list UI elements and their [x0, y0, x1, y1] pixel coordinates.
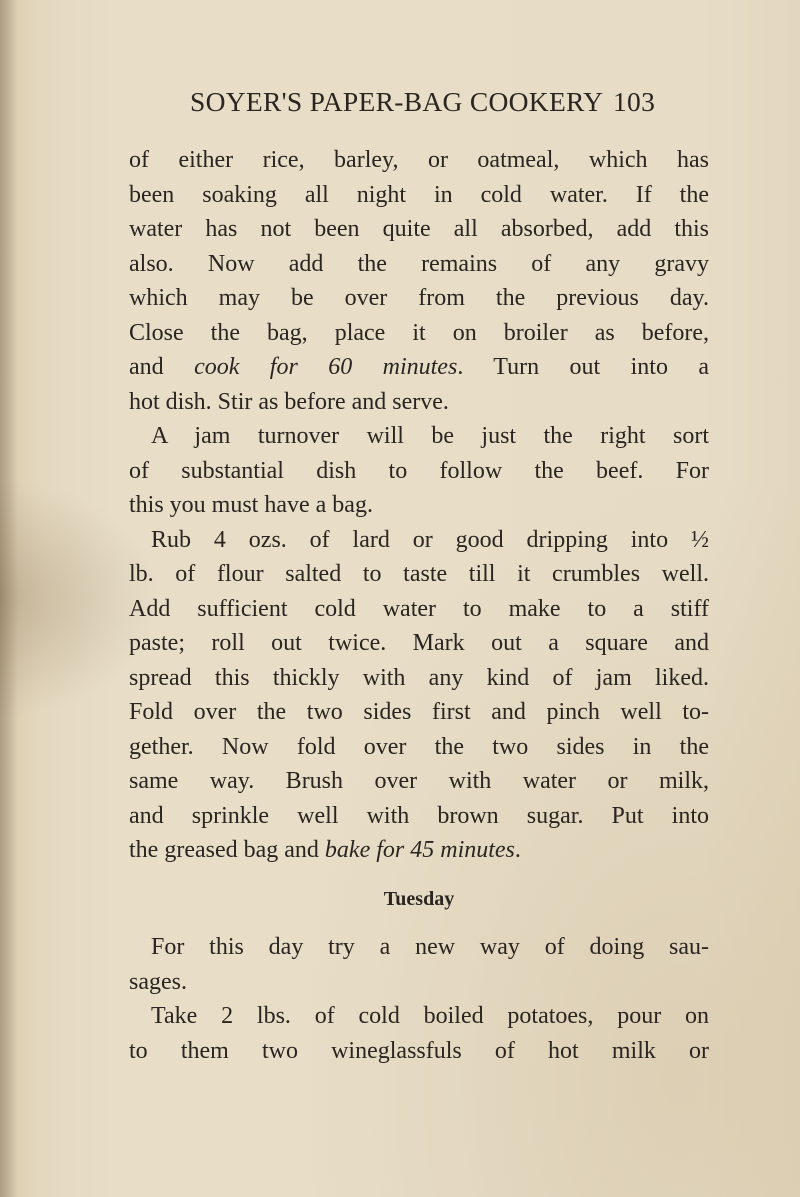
- text-line: Fold over the two sides first and pinch well to-: [129, 699, 709, 725]
- text-line: to them two wineglassfuls of hot milk or: [129, 1037, 709, 1064]
- text-line: Take 2 lbs. of cold boiled potatoes, pour on: [151, 1003, 709, 1029]
- text-line: For this day try a new way of doing sau-: [151, 934, 709, 960]
- text-line: of substantial dish to follow the beef. For: [129, 457, 709, 484]
- text-line: Add sufficient cold water to make to a stiff: [129, 595, 709, 622]
- text-line: same way. Brush over with water or milk,: [129, 768, 709, 794]
- page-gutter-shadow: [0, 0, 18, 1197]
- text-line: water has not been quite all absorbed, add this: [129, 216, 709, 242]
- italic-phrase: cook for 60 minutes: [194, 354, 458, 380]
- text-line: paste; roll out twice. Mark out a square and: [129, 630, 709, 656]
- italic-phrase: bake for 45 minutes: [324, 837, 515, 863]
- page-number: 103: [613, 86, 656, 117]
- text-line: lb. of flour salted to taste till it crumbles well.: [129, 561, 709, 587]
- text-line: spread this thickly with any kind of jam liked.: [129, 664, 709, 691]
- running-head-title: SOYER'S PAPER-BAG COOKERY: [190, 86, 604, 117]
- text-line: sages.: [129, 968, 187, 995]
- text-line: the greased bag and bake for 45 minutes.: [129, 837, 521, 863]
- text-line: and cook for 60 minutes. Turn out into a: [129, 354, 710, 380]
- body-text: [129, 143, 709, 1068]
- text-line: been soaking all night in cold water. If the: [129, 181, 709, 208]
- running-head: [190, 86, 710, 118]
- text-line: and sprinkle well with brown sugar. Put into: [129, 802, 709, 829]
- text-line: which may be over from the previous day.: [129, 285, 709, 311]
- text-line: this you must have a bag.: [129, 492, 373, 518]
- text-line: of either rice, barley, or oatmeal, which has: [129, 147, 709, 173]
- text-line: Close the bag, place it on broiler as before,: [129, 319, 709, 346]
- text-line: gether. Now fold over the two sides in the: [129, 733, 709, 760]
- text-line: hot dish. Stir as before and serve.: [129, 388, 449, 415]
- text-line: Rub 4 ozs. of lard or good dripping into ½: [151, 526, 709, 553]
- text-line: A jam turnover will be just the right sort: [151, 423, 709, 449]
- text-line: also. Now add the remains of any gravy: [129, 250, 709, 277]
- section-heading: Tuesday: [383, 887, 455, 910]
